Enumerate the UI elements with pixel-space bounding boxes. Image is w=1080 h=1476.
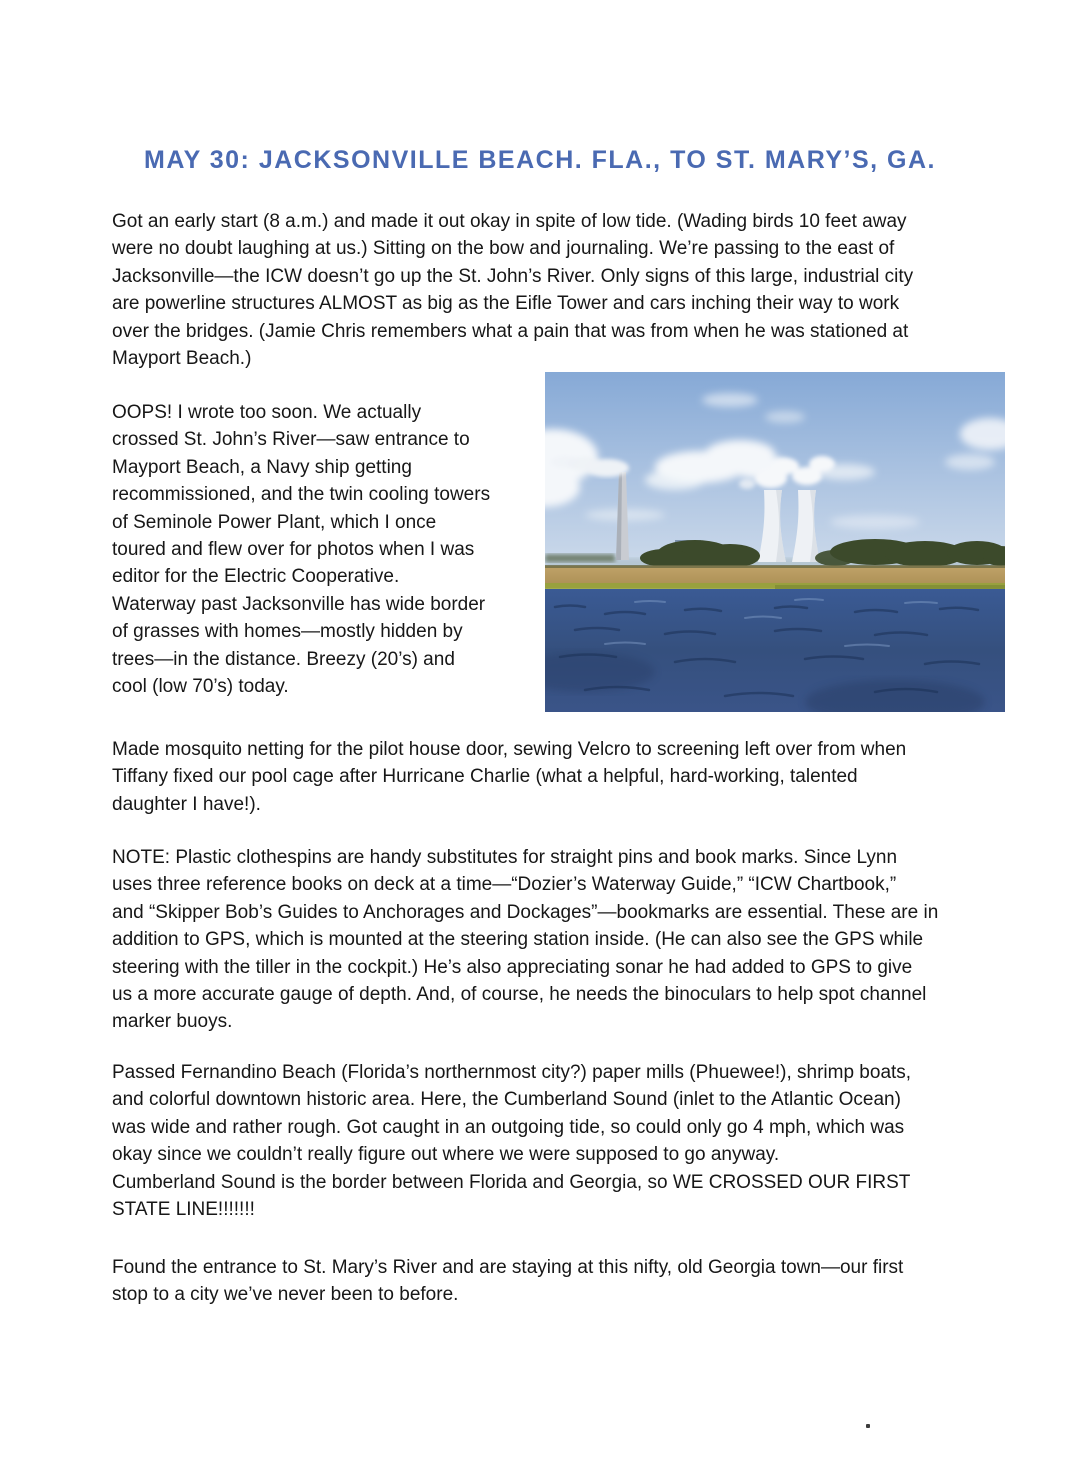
text-line: and “Skipper Bob’s Guides to Anchorages and Dockages”—bookmarks are essential. These are in <box>112 901 939 923</box>
text-line: steering with the tiller in the cockpit.) He’s also appreciating sonar he had added to GPS to give <box>112 956 913 978</box>
text-line: and colorful downtown historic area. Here, the Cumberland Sound (inlet to the Atlantic Ocean) <box>112 1089 901 1111</box>
text-line: Got an early start (8 a.m.) and made it out okay in spite of low tide. (Wading birds 10 feet away <box>112 211 907 232</box>
text-line: daughter I have!). <box>112 793 261 815</box>
text-line: NOTE: Plastic clothespins are handy substitutes for straight pins and book marks. Since Lynn <box>112 847 898 868</box>
text-line: cool (low 70’s) today. <box>112 676 289 698</box>
paragraph-intro <box>112 208 913 372</box>
text-line: OOPS! I wrote too soon. We actually <box>112 402 422 423</box>
paragraph-st-marys <box>112 1254 903 1309</box>
photo-water <box>545 589 1005 712</box>
text-line: recommissioned, and the twin cooling towers <box>112 484 491 506</box>
text-line: crossed St. John’s River—saw entrance to <box>112 429 470 451</box>
paragraph-oops <box>112 399 490 700</box>
text-line: addition to GPS, which is mounted at the steering station inside. (He can also see the GPS while <box>112 929 924 951</box>
stray-ink-dot <box>866 1424 870 1428</box>
paragraph-fernandino <box>112 1059 911 1223</box>
text-line: Mayport Beach, a Navy ship getting <box>112 456 412 478</box>
text-line: okay since we couldn’t really figure out where we were supposed to go anyway. <box>112 1144 780 1166</box>
text-line: uses three reference books on deck at a time—“Dozier’s Waterway Guide,” “ICW Chartbook,” <box>112 874 897 896</box>
page-title: MAY 30: JACKSONVILLE BEACH. FLA., TO ST. MARY’S, GA. <box>144 146 936 174</box>
text-line: Tiffany fixed our pool cage after Hurricane Charlie (what a helpful, hard-working, talented <box>112 766 858 788</box>
text-line: was wide and rather rough. Got caught in an outgoing tide, so could only go 4 mph, which was <box>112 1116 905 1138</box>
text-line: STATE LINE!!!!!!! <box>112 1199 255 1221</box>
text-line: Made mosquito netting for the pilot house door, sewing Velcro to screening left over from when <box>112 739 907 760</box>
text-line: trees—in the distance. Breezy (20’s) and <box>112 648 455 670</box>
text-line: toured and flew over for photos when I was <box>112 539 475 561</box>
text-line: marker buoys. <box>112 1011 233 1033</box>
power-plant-photo <box>545 372 1005 712</box>
photo-marsh <box>545 565 1005 590</box>
text-line: Cumberland Sound is the border between Florida and Georgia, so WE CROSSED OUR FIRST <box>112 1171 911 1193</box>
text-line: over the bridges. (Jamie Chris remembers what a pain that was from when he was stationed at <box>112 320 909 342</box>
text-line: Waterway past Jacksonville has wide border <box>112 593 486 615</box>
text-line: editor for the Electric Cooperative. <box>112 566 400 588</box>
text-line: Passed Fernandino Beach (Florida’s northernmost city?) paper mills (Phuewee!), shrimp boats, <box>112 1062 912 1083</box>
text-line: are powerline structures ALMOST as big as the Eifle Tower and cars inching their way to work <box>112 293 900 315</box>
text-line: of Seminole Power Plant, which I once <box>112 511 437 533</box>
paragraph-mosquito-netting <box>112 736 906 818</box>
text-line: of grasses with homes—mostly hidden by <box>112 621 463 643</box>
text-line: Found the entrance to St. Mary’s River and are staying at this nifty, old Georgia town—our first <box>112 1257 904 1278</box>
paragraph-note-clothespins <box>112 844 938 1036</box>
text-line: stop to a city we’ve never been to before. <box>112 1284 459 1306</box>
text-line: us a more accurate gauge of depth. And, of course, he needs the binoculars to help spot channel <box>112 984 927 1006</box>
text-line: Jacksonville—the ICW doesn’t go up the St. John’s River. Only signs of this large, industrial city <box>112 265 914 287</box>
text-line: Mayport Beach.) <box>112 348 252 370</box>
text-line: were no doubt laughing at us.) Sitting on the bow and journaling. We’re passing to the east of <box>112 238 895 260</box>
